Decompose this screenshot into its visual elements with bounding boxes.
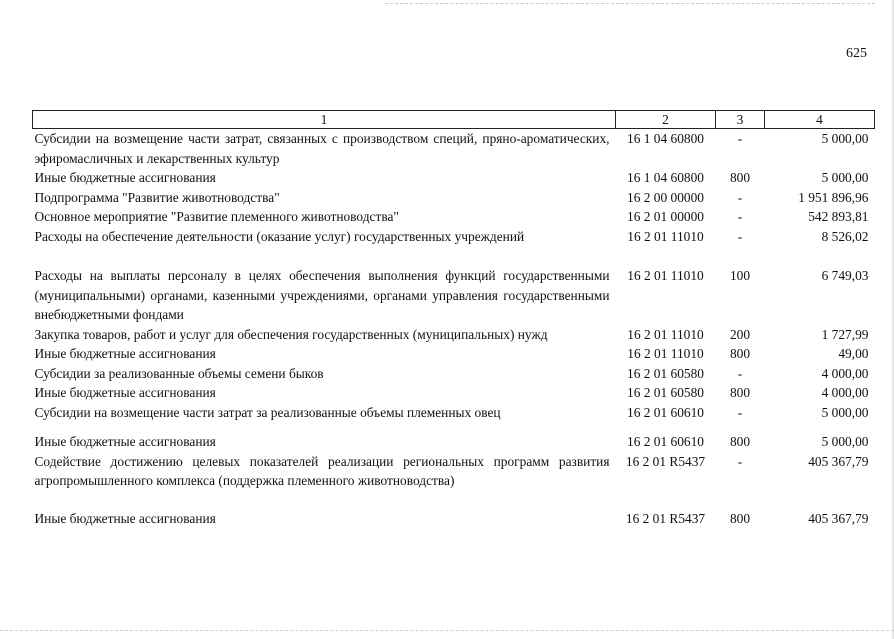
row-name: Иные бюджетные ассигнования [34, 385, 216, 400]
row-type: 800 [729, 170, 751, 185]
row-amount: 5 000,00 [821, 131, 869, 146]
row-code: 16 2 01 11010 [627, 326, 704, 342]
row-name: Субсидии за реализованные объемы семени быков [34, 365, 324, 381]
column-header-3: 3 [716, 111, 765, 129]
row-amount: 5 000,00 [821, 434, 869, 449]
scan-bottom-rule [0, 630, 894, 631]
row-type: - [737, 131, 743, 146]
row-name: Основное мероприятие "Развитие племенного животноводства" [34, 209, 399, 224]
row-amount: 542 893,81 [808, 209, 869, 224]
table-row [33, 207, 875, 227]
table-row [33, 227, 875, 247]
row-amount: 4 000,00 [821, 385, 869, 400]
page-number: 625 [846, 46, 867, 61]
row-type: 800 [729, 510, 751, 526]
row-amount: 1 727,99 [821, 326, 869, 342]
row-type: - [737, 228, 743, 244]
table-row [33, 422, 875, 452]
row-code: 16 2 00 00000 [627, 189, 704, 205]
budget-table [32, 110, 875, 528]
row-name: Иные бюджетные ассигнования [34, 510, 216, 526]
row-code: 16 2 01 60580 [627, 385, 704, 400]
table-row [33, 452, 875, 491]
row-type: 800 [729, 434, 751, 449]
row-code: 16 2 01 R5437 [625, 510, 706, 526]
row-type: 200 [729, 326, 751, 342]
row-name: Иные бюджетные ассигнования [34, 434, 216, 449]
table-row [33, 188, 875, 208]
table-row [33, 403, 875, 423]
row-name: Субсидии на возмещение части затрат за реализованные объемы племенных овец [34, 404, 501, 420]
table-row [33, 364, 875, 384]
row-type: - [737, 453, 743, 469]
table-header-row [33, 111, 875, 129]
column-header-2: 2 [616, 111, 716, 129]
table-row [33, 246, 875, 325]
row-amount: 1 951 896,96 [798, 189, 869, 205]
row-type: - [737, 209, 743, 224]
row-code: 16 1 04 60800 [627, 170, 704, 185]
row-name: Субсидии на возмещение части затрат, связанных с производством специй, пряно-ароматических, эфиромасличных и лекарственных культур [34, 131, 610, 166]
table-row [33, 383, 875, 403]
row-name: Иные бюджетные ассигнования [34, 346, 216, 361]
row-name: Расходы на обеспечение деятельности (оказание услуг) государственных учреждений [34, 228, 525, 244]
table-row [33, 129, 875, 169]
row-code: 16 2 01 R5437 [625, 453, 706, 469]
row-amount: 5 000,00 [821, 170, 869, 185]
table-row [33, 325, 875, 345]
row-name: Иные бюджетные ассигнования [34, 170, 216, 185]
column-header-1: 1 [33, 111, 616, 129]
row-code: 16 2 01 60610 [627, 434, 704, 449]
row-type: - [737, 189, 743, 205]
row-type: - [737, 365, 743, 381]
row-code: 16 2 01 60610 [627, 404, 704, 420]
row-amount: 405 367,79 [808, 510, 869, 526]
row-amount: 405 367,79 [808, 453, 869, 469]
column-header-4: 4 [765, 111, 875, 129]
row-type: 800 [729, 385, 751, 400]
table-row [33, 344, 875, 364]
table-row [33, 491, 875, 529]
row-type: 800 [729, 346, 751, 361]
table-row [33, 168, 875, 188]
row-code: 16 2 01 11010 [627, 268, 704, 283]
row-amount: 4 000,00 [821, 365, 869, 381]
row-amount: 6 749,03 [821, 268, 869, 283]
scan-top-rule [385, 3, 875, 4]
row-code: 16 2 01 11010 [627, 346, 704, 361]
row-code: 16 1 04 60800 [627, 131, 704, 146]
row-name: Содействие достижению целевых показателей реализации региональных программ развития агропромышленного комплекса (поддержка племенного животноводства) [34, 453, 610, 488]
row-type: 100 [729, 268, 751, 283]
row-code: 16 2 01 00000 [627, 209, 704, 224]
row-code: 16 2 01 60580 [627, 365, 704, 381]
row-amount: 5 000,00 [821, 404, 869, 420]
row-amount: 8 526,02 [821, 228, 869, 244]
row-type: - [737, 404, 743, 420]
row-name: Закупка товаров, работ и услуг для обеспечения государственных (муниципальных) нужд [34, 326, 548, 342]
row-amount: 49,00 [838, 346, 869, 361]
row-name: Подпрограмма "Развитие животноводства" [34, 189, 280, 205]
row-code: 16 2 01 11010 [627, 228, 704, 244]
row-name: Расходы на выплаты персоналу в целях обеспечения выполнения функций государственными (муниципальными) органами, казенными учреждениями, органами управления государственными внебюджетными фондами [34, 268, 610, 322]
